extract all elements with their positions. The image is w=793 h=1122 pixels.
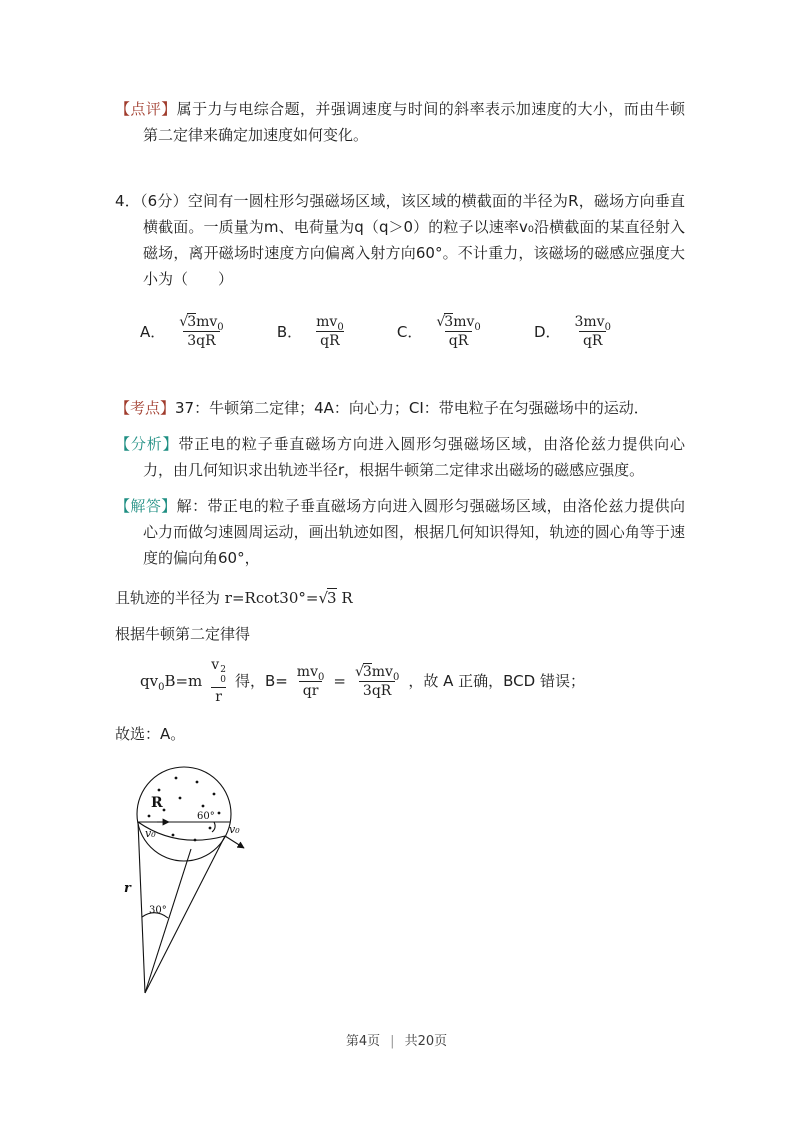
question-number: 4．（6分）	[115, 192, 188, 210]
diagram-label-R: R	[151, 795, 163, 812]
field-region-circle	[137, 767, 231, 861]
sqrt-icon: √	[354, 663, 363, 680]
conclusion-line: 故选：A。	[115, 725, 186, 744]
diagram-svg	[119, 761, 369, 1019]
jieda-paragraph	[115, 493, 685, 571]
diagram-label-v0-in: v₀	[145, 827, 156, 841]
footer-total-pages: 共20页	[404, 1034, 448, 1049]
option-b	[277, 314, 351, 349]
solution-diagram	[119, 761, 685, 1023]
jieda-tag: 【解答】	[115, 497, 177, 516]
radius-line-math: r=Rcot30°=√3 R	[224, 589, 353, 608]
question-paragraph	[115, 188, 685, 292]
comment-paragraph	[115, 96, 685, 148]
sqrt-icon: √	[436, 314, 445, 330]
option-c-fraction	[432, 314, 484, 349]
fraction-sqrt3mv0-over-3qR: $\frac{√3mv_0}{3qR}$	[354, 663, 400, 699]
footer-page-number: 第4页	[345, 1034, 381, 1049]
jieda-text: 解：带正电的粒子垂直磁场方向进入圆形匀强磁场区域，由洛伦兹力提供向心力而做匀速圆周运动，画出轨迹如图，根据几何知识得知，轨迹的圆心角等于速度的偏向角60°，	[143, 497, 685, 568]
kaodian-paragraph	[115, 395, 685, 421]
comment-text: 属于力与电综合题，并强调速度与时间的斜率表示加速度的大小，而由牛顿第二定律来确定加速度如何变化。	[143, 100, 685, 144]
fraction-denominator: qR	[316, 331, 344, 349]
fraction-denominator: qR	[579, 331, 607, 349]
options-row	[140, 314, 618, 349]
option-d	[534, 314, 618, 349]
fraction-numerator: $3mv_0$	[574, 314, 611, 333]
fraction-v0sq-over-r: v 2 0 r	[211, 657, 226, 705]
radius-line	[115, 585, 685, 611]
option-letter: A．	[140, 323, 166, 342]
option-letter: B．	[276, 323, 303, 342]
diagram-label-30deg: 30°	[149, 905, 167, 917]
fraction-numerator: $√3mv_0$	[436, 314, 481, 333]
option-a-fraction	[175, 314, 227, 349]
fraction-denominator: qR	[445, 331, 473, 349]
option-letter: D．	[533, 323, 561, 342]
solution-formula	[140, 657, 685, 705]
fraction-numerator: $√3mv_0$	[179, 314, 224, 333]
kaodian-text: 37：牛顿第二定律；4A：向心力；CI：带电粒子在匀强磁场中的运动．	[175, 399, 649, 418]
sqrt-icon: √	[179, 314, 188, 330]
formula-mid: 得，B=	[234, 672, 288, 691]
option-c	[397, 314, 488, 349]
radius-line-text: 且轨迹的半径为	[115, 589, 225, 608]
diagram-label-v0-out: v₀	[229, 823, 240, 837]
formula-equals: =	[333, 672, 346, 691]
radius-line-left	[138, 822, 145, 993]
kaodian-tag: 【考点】	[115, 399, 176, 418]
radius-line-middle	[145, 849, 191, 993]
option-d-fraction	[571, 314, 615, 349]
page-content	[115, 96, 685, 1023]
fraction-numerator: $mv_0$	[316, 314, 344, 333]
diagram-label-60deg: 60°	[197, 811, 215, 823]
angle-60-arc	[212, 822, 215, 832]
diagram-label-r: r	[124, 881, 131, 897]
exit-velocity-arrow	[225, 836, 244, 848]
formula-lhs: $qv_0B=m$	[140, 672, 203, 694]
comment-tag: 【点评】	[115, 100, 177, 118]
option-a	[140, 314, 231, 349]
footer-separator: |	[390, 1034, 395, 1049]
fenxi-paragraph	[115, 431, 685, 483]
sqrt-icon: √	[318, 589, 327, 608]
fraction-mv0-over-qr: $\frac{mv_0}{qr}$	[296, 663, 325, 699]
option-letter: C．	[396, 323, 423, 342]
fraction-denominator: 3qR	[183, 331, 219, 349]
formula-tail: ，故 A 正确，BCD 错误；	[408, 672, 585, 691]
page-footer	[0, 1030, 793, 1049]
option-b-fraction	[312, 314, 348, 349]
fenxi-tag: 【分析】	[115, 435, 179, 454]
newton-line: 根据牛顿第二定律得	[115, 625, 251, 644]
fenxi-text: 带正电的粒子垂直磁场方向进入圆形匀强磁场区域，由洛伦兹力提供向心力，由几何知识求出轨迹半径r，根据牛顿第二定律求出磁场的磁感应强度。	[143, 435, 685, 480]
question-text: 空间有一圆柱形匀强磁场区域，该区域的横截面的半径为R，磁场方向垂直横截面。一质量为m、电荷量为q（q＞0）的粒子以速率v₀沿横截面的某直径射入磁场，离开磁场时速度方向偏离入射方向60°。不计重力，该磁场的磁感应强度大小为（ ）	[143, 192, 685, 288]
